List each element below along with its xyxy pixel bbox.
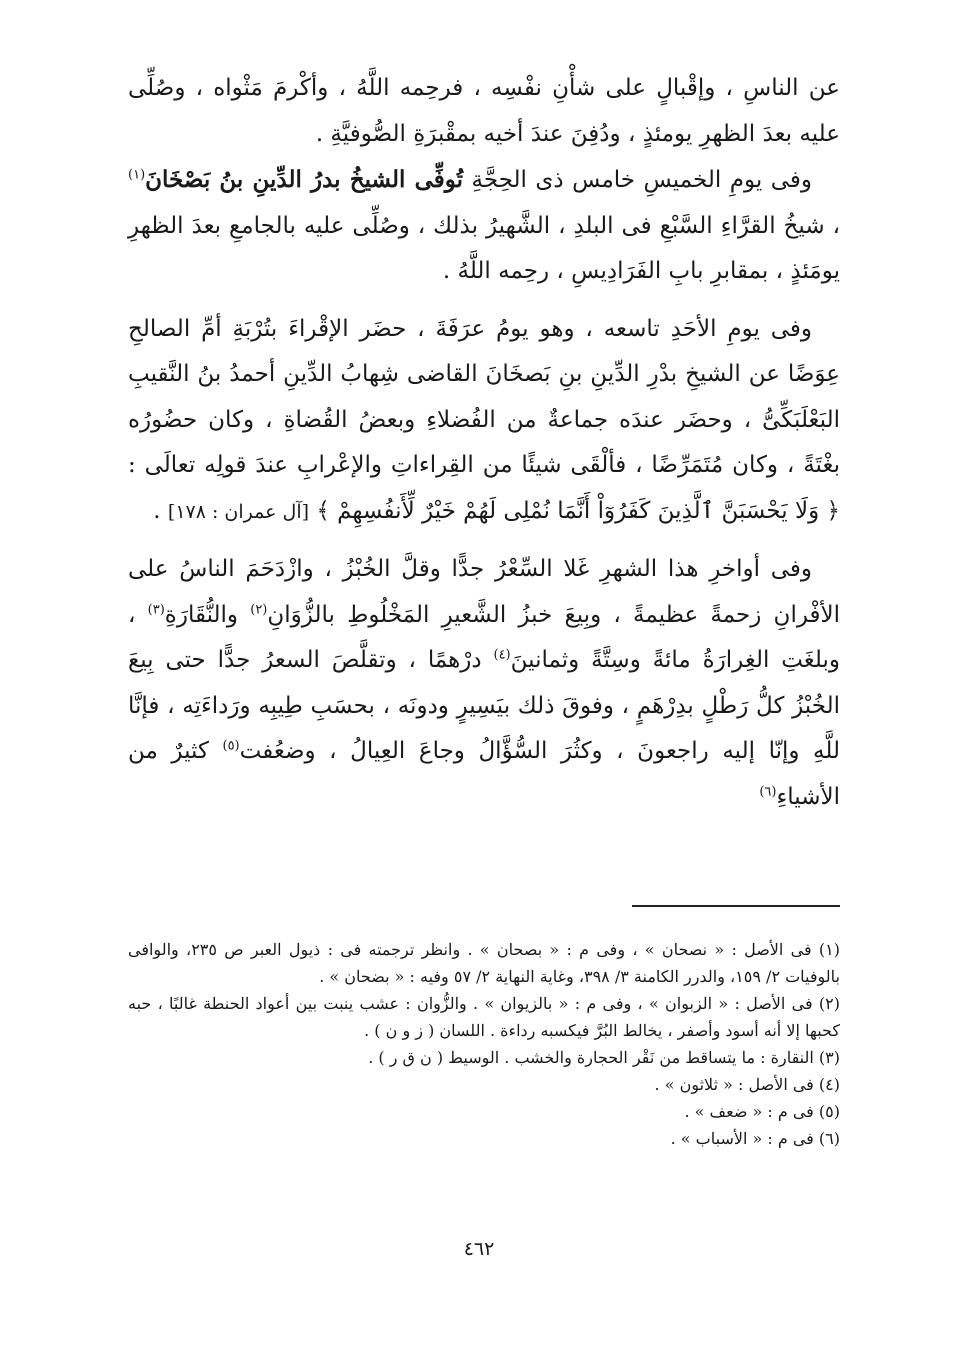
- footnote-line: بالوفيات ٢/ ١٥٩، والدرر الكامنة ٣/ ٣٩٨، وغاية النهاية ٢/ ٥٧ وفيه : « بضحان » .: [319, 967, 840, 986]
- text-line: والنُّقَارَةِ: [164, 601, 251, 628]
- quran-quote: يَحْسَبَنَّ ٱلَّذِينَ كَفَرُوٓاْ أَنَّمَا نُمْلِى لَهُمْ خَيْرٌ لِّأَنفُسِهِمْ ﴾: [316, 497, 788, 524]
- text-line: شيخُ القرَّاءِ السَّبْعِ فى البلدِ ، الشَّهيرُ بذلك ، وصُلِّى عليه بالجامعِ بعدَ الظهرِ: [128, 212, 825, 239]
- text-line: وفى يومِ الخميسِ خامس ذى الحِجَّةِ: [463, 167, 812, 193]
- bold-heading-name: تُوفِّى الشيخُ بدرُ الدِّينِ بنُ بَصْخَانَ: [145, 166, 464, 193]
- text-line: البَعْلَبَكِّىُّ ، وحضَر عندَه جماعةٌ من الفُضلاءِ وبعضُ القُضاةِ ، وكان حضُورُه: [128, 406, 840, 433]
- text-line: درْهمًا ، وتقلَّصَ السعرُ جدًّا حتى بِيعَ الخُبْزُ كلُّ رَطْلٍ: [128, 647, 840, 719]
- paragraph-2: [128, 157, 840, 295]
- main-text: [128, 66, 840, 820]
- footnote-ref-3: (٣): [147, 601, 165, 617]
- footnote-1: [128, 936, 840, 990]
- text-line: الظهرِ يومئذٍ ، ودُفِنَ عندَ أخيه بمقْبرَةِ الصُّوفيَّةِ .: [315, 120, 756, 147]
- text-line: عن الناسِ ، وإقْبالٍ على شأْنِ نفْسِه ، فرحِمه اللَّهُ ، وأكْرمَ مَثْواه ، وصُلِّى عليه بعدَ: [128, 75, 840, 147]
- text-line: ، وبلغَتِ الغِرارَةُ: [128, 601, 841, 673]
- text-line: بدِرْهَمٍ ، وفوقَ ذلك بيَسِيرٍ ودونَه ، بحسَبِ طِيبِه ورَداءَتِه ، فإنَّا للَّهِ وإنّا إليه: [128, 692, 841, 764]
- footnote-ref-5: (٥): [222, 738, 240, 754]
- footnotes: [128, 936, 840, 1152]
- paragraph-4: [128, 547, 840, 820]
- footnote-ref-2: (٢): [250, 601, 268, 617]
- text-line: راجعونَ ، وكثُرَ السُّؤَّالُ وجاعَ العِيالُ ، وضعُفت: [239, 738, 709, 764]
- text-line: عن الشيخِ بدْرِ الدِّينِ بنِ بَصخَانَ القاضى شِهابُ الدِّينِ أحمدُ بنُ النَّقيبِ: [128, 361, 780, 387]
- footnote-5: (٥) فى م : « ضعف » .: [684, 1102, 840, 1121]
- text-line: زحمةً عظيمةً ، وبِيعَ خبزُ الشَّعيرِ المَخْلُوطِ بالزُّوَانِ: [267, 601, 762, 628]
- text-line: .: [153, 497, 168, 524]
- footnote-ref-1: (١): [128, 167, 146, 183]
- text-line: وفى أواخرِ هذا الشهرِ غَلا السِّعْرُ جدًّا وقلَّ الخُبْزُ ، وازْدَحَمَ الناسُ على الأفْرانِ: [128, 556, 841, 628]
- footnote-ref-4: (٤): [493, 647, 511, 663]
- footnote-line: كحبها إلا أنه أسود وأصفر ، يخالط البُرَّ فيكسبه رداءة . اللسان ( ز و ن ) .: [364, 1021, 840, 1040]
- footnote-divider: [632, 905, 840, 907]
- text-line: ،: [832, 212, 841, 239]
- text-line: وفى يومِ الأحَدِ تاسعه ، وهو يومُ عرَفَةَ ، حضَر الإقْراءَ بتُرْبَةِ أمِّ الصالحِ عِوَضًا: [128, 315, 841, 387]
- quran-reference: [آل عمران : ١٧٨]: [167, 500, 310, 523]
- footnote-line: (٢) فى الأصل : « الزبوان » ، وفى م : « بالزيوان » . والزُّوان : عشب ينبت بين أعواد الحنطة غالبًا ، حبه: [128, 994, 840, 1013]
- footnote-2: [128, 990, 840, 1044]
- footnote-3: (٣) النقارة : ما يتساقط من نَقْر الحجارة والخشب . الوسيط ( ن ق ر ) .: [368, 1048, 840, 1067]
- text-line: مائةً وسِتَّةً وثمانينَ: [510, 647, 691, 673]
- footnote-6: (٦) فى م : « الأسباب » .: [670, 1129, 840, 1148]
- paragraph-3: [128, 307, 840, 536]
- text-line: كثيرٌ من الأشياءِ: [128, 738, 840, 810]
- paragraph-1: [128, 66, 840, 157]
- footnote-ref-6: (٦): [759, 783, 777, 799]
- text-line: يومَئذٍ ، بمقابرِ بابِ الفَرَادِيسِ ، رحِمه اللَّهُ .: [442, 258, 840, 284]
- text-line: بغْتَةً ، وكان مُتَمَرِّضًا ، فألْقَى شيئًا من القِراءاتِ والإعْرابِ عندَ قولِه تعالَى : ﴿ وَلَا: [128, 452, 840, 524]
- footnote-line: (١) فى الأصل : « نصحان » ، وفى م : « بصحان » . وانظر ترجمته فى : ذيول العبر ص ٢٣٥، والوافى: [128, 940, 840, 959]
- page-number: ٤٦٢: [463, 1238, 495, 1260]
- footnote-4: (٤) فى الأصل : « ثلاثون » .: [654, 1075, 840, 1094]
